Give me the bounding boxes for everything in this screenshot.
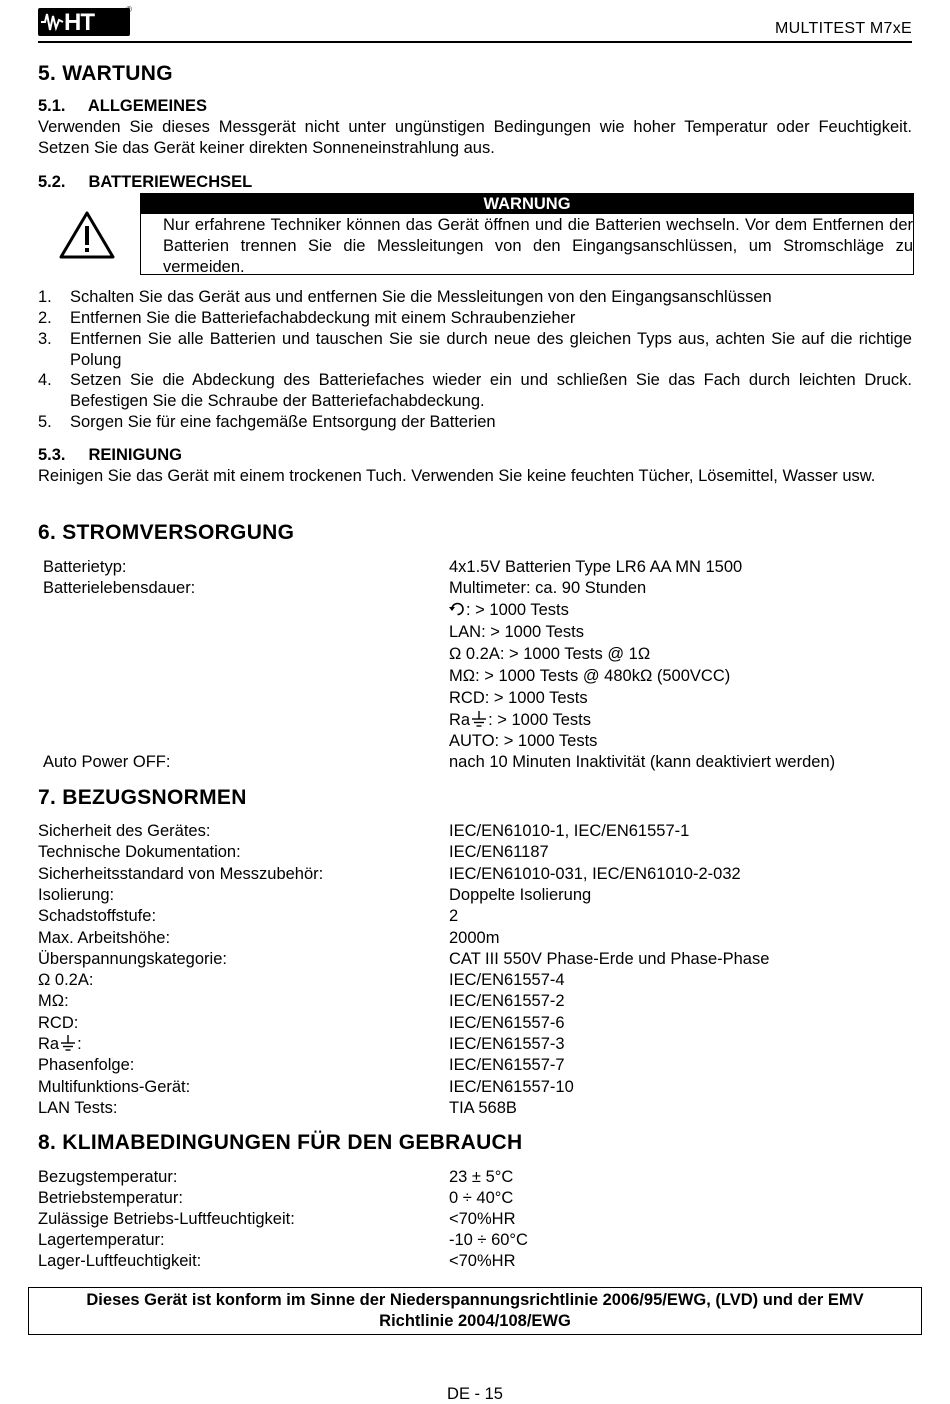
row-value: 0 ÷ 40°C [449,1189,514,1207]
battery-type-value: 4x1.5V Batterien Type LR6 AA MN 1500 [449,558,743,576]
row-value: IEC/EN61010-1, IEC/EN61557-1 [449,822,690,840]
row-label: Sicherheitsstandard von Messzubehör: [38,864,324,883]
row-label: MΩ: [38,992,69,1011]
auto-power-off-value: nach 10 Minuten Inaktivität (kann deaktiviert werden) [449,753,836,771]
rotation-life-text: : > 1000 Tests [466,601,569,619]
conformity-statement [28,1287,922,1335]
row-value: IEC/EN61187 [449,843,549,862]
step-number: 1. [38,288,52,306]
battery-life-label: Batterielebensdauer: [43,579,196,597]
row-label: Lagertemperatur: [38,1231,165,1249]
row-value: IEC/EN61010-031, IEC/EN61010-2-032 [449,864,741,883]
step-text: Entfernen Sie die Batteriefachabdeckung mit einem Schraubenzieher [70,309,576,327]
section-5-3-title: 5.3. REINIGUNG [38,446,182,464]
row-label: Phasenfolge: [38,1056,135,1075]
logo-wave-icon [41,12,65,32]
row-label: Max. Arbeitshöhe: [38,928,171,947]
step-text: Sorgen Sie für eine fachgemäße Entsorgung der Batterien [70,413,496,431]
row-value: 2 [449,907,459,926]
step-text: Setzen Sie die Abdeckung des Batteriefaches wieder ein und schließen Sie das Fach durch leichten Druck. Befestigen Sie die Schraube der Batteriefachabdeckung. [70,371,912,410]
step-number: 4. [38,371,52,389]
ra-life-text: : > 1000 Tests [488,711,591,729]
section-5-2-title: 5.2. BATTERIEWECHSEL [38,173,253,191]
row-label: Zulässige Betriebs-Luftfeuchtigkeit: [38,1210,295,1228]
conformity-line-1: Dieses Gerät ist konform im Sinne der Niederspannungsrichtlinie 2006/95/EWG, (LVD) und der EMV [86,1291,864,1309]
warning-triangle-icon [58,210,116,265]
earth-ground-icon [60,1034,76,1052]
row-label: RCD: [38,1013,79,1032]
row-value: 23 ± 5°C [449,1168,514,1186]
ra-prefix: Ra [449,711,471,729]
row-value: TIA 568B [449,1098,517,1117]
row-value: IEC/EN61557-2 [449,992,565,1011]
ht-logo [38,8,130,36]
step-number: 5. [38,413,52,431]
battery-life-mohm: MΩ: > 1000 Tests @ 480kΩ (500VCC) [449,667,731,685]
row-value: CAT III 550V Phase-Erde und Phase-Phase [449,949,770,968]
battery-life-rcd: RCD: > 1000 Tests [449,689,588,707]
row-value: IEC/EN61557-3 [449,1035,565,1053]
phase-rotation-icon [449,600,466,617]
earth-ground-icon [471,710,487,728]
document-title: MULTITEST M7xE [775,20,912,37]
row-value: 2000m [449,928,500,947]
battery-life-ra [449,710,591,731]
header-divider [38,41,912,43]
conformity-line-2: Richtlinie 2004/108/EWG [379,1312,571,1330]
battery-life-lan: LAN: > 1000 Tests [449,623,584,641]
logo-text: HT [64,9,94,36]
step-text: Entfernen Sie alle Batterien und tauschen Sie sie durch neue des gleichen Typs aus, achten Sie auf die richtige Polung [70,330,912,369]
section-6-title: 6. STROMVERSORGUNG [38,521,295,544]
row-label: Multifunktions-Gerät: [38,1077,191,1096]
row-label: Bezugstemperatur: [38,1168,178,1186]
row-value: <70%HR [449,1252,516,1270]
row-value: IEC/EN61557-7 [449,1056,565,1075]
warning-title: WARNUNG [141,194,913,214]
battery-life-rotation [449,600,569,621]
registered-mark: ® [126,5,132,14]
battery-life-auto: AUTO: > 1000 Tests [449,732,598,750]
step-number: 2. [38,309,52,327]
row-label: Sicherheit des Gerätes: [38,822,211,840]
step-text: Schalten Sie das Gerät aus und entfernen Sie die Messleitungen von den Eingangsanschlüssen [70,288,772,306]
row-label: Technische Dokumentation: [38,843,241,862]
row-label: Überspannungskategorie: [38,949,227,968]
row-label: Ω 0.2A: [38,971,94,990]
row-label: Lager-Luftfeuchtigkeit: [38,1252,202,1270]
section-5-1-title: 5.1. ALLGEMEINES [38,97,208,115]
row-label: Isolierung: [38,885,115,904]
row-label: Betriebstemperatur: [38,1189,183,1207]
section-7-title: 7. BEZUGSNORMEN [38,786,247,809]
row-value: IEC/EN61557-10 [449,1077,574,1096]
row-label: Ra : [38,1035,82,1053]
battery-life-multimeter: Multimeter: ca. 90 Stunden [449,579,647,597]
row-label: LAN Tests: [38,1098,118,1117]
section-8-title: 8. KLIMABEDINGUNGEN FÜR DEN GEBRAUCH [38,1131,523,1154]
row-value: <70%HR [449,1210,516,1228]
battery-life-ohm: Ω 0.2A: > 1000 Tests @ 1Ω [449,645,651,663]
battery-type-label: Batterietyp: [43,558,127,576]
step-number: 3. [38,330,52,348]
row-value: -10 ÷ 60°C [449,1231,528,1249]
section-5-3-text: Reinigen Sie das Gerät mit einem trockenen Tuch. Verwenden Sie keine feuchten Tücher, Lösemittel, Wasser usw. [38,467,876,485]
page-number: DE - 15 [447,1385,503,1403]
warning-text: Nur erfahrene Techniker können das Gerät öffnen und die Batterien wechseln. Vor dem Entfernen der Batterien trennen Sie die Messleitungen von den Eingangsanschlüssen, um Stromschläge zu vermeiden. [163,216,913,276]
warning-box [140,193,914,275]
section-5-1-text: Verwenden Sie dieses Messgerät nicht unter ungünstigen Bedingungen wie hoher Temperatur oder Feuchtigkeit. Setzen Sie das Gerät keiner direkten Sonneneinstrahlung aus. [38,118,912,157]
row-value: IEC/EN61557-4 [449,971,565,990]
row-value: IEC/EN61557-6 [449,1013,565,1032]
row-label: Schadstoffstufe: [38,907,157,926]
row-value: Doppelte Isolierung [449,885,592,904]
section-5-title: 5. WARTUNG [38,62,173,85]
auto-power-off-label: Auto Power OFF: [43,753,171,771]
